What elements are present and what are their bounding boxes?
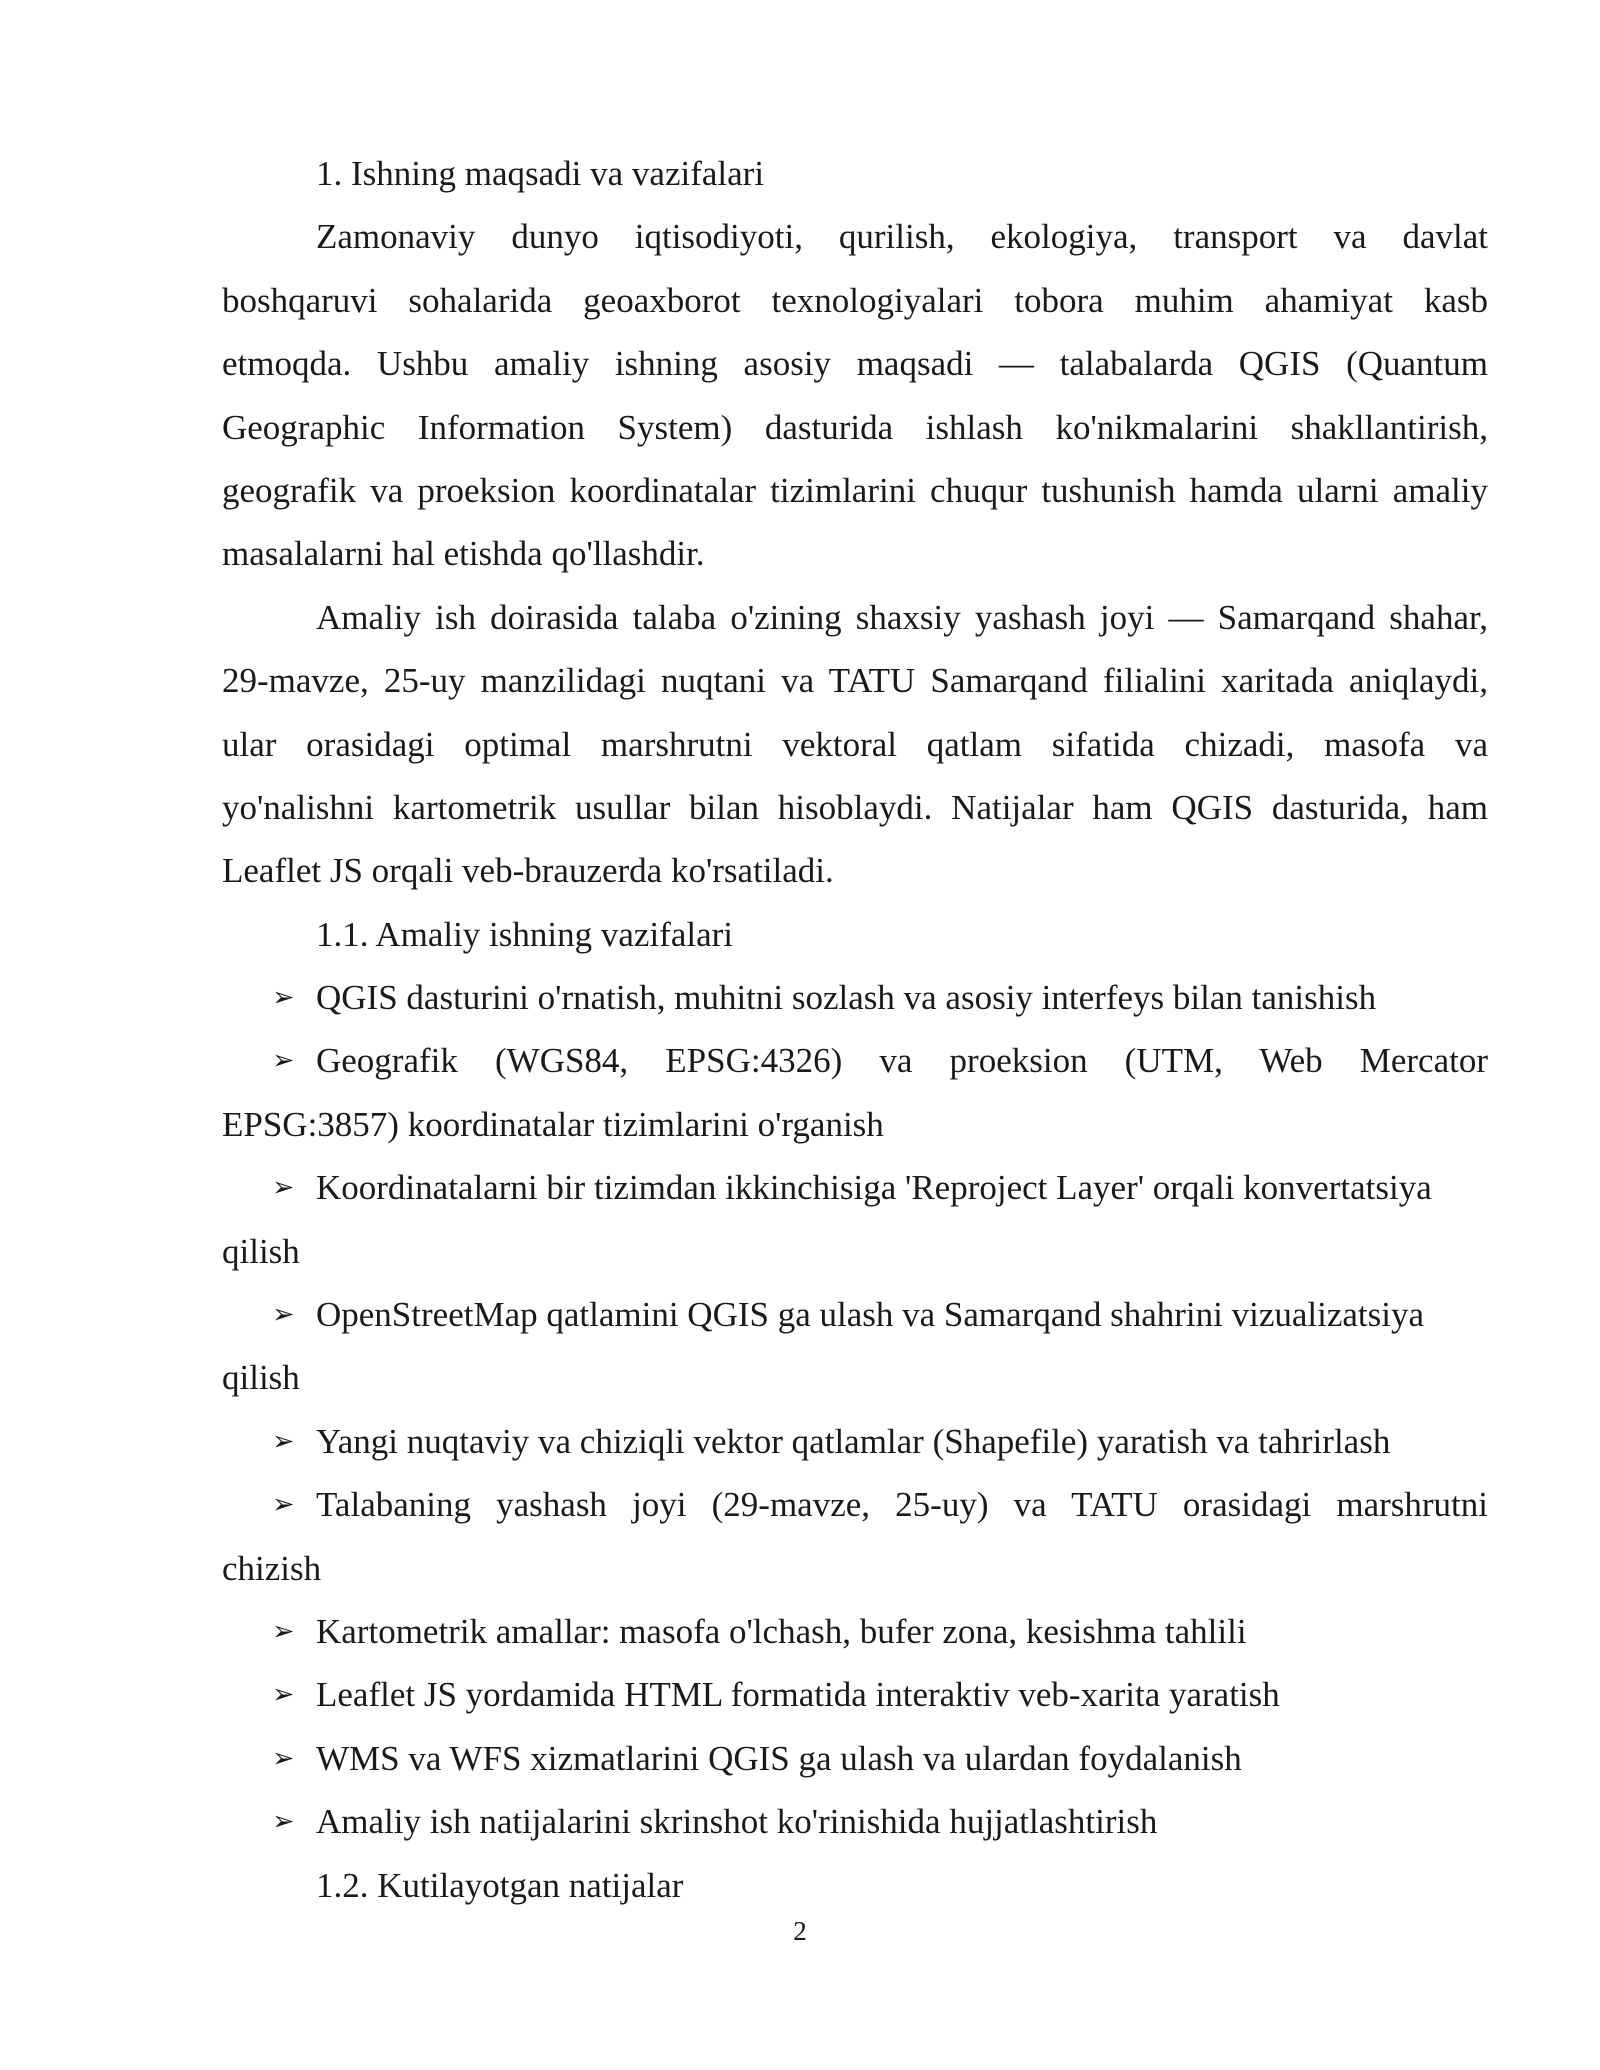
task-line-continuation: EPSG:3857) koordinatalar tizimlarini o'rganish: [222, 1104, 884, 1144]
task-item: [222, 1410, 1488, 1473]
task-item: [222, 966, 1488, 1029]
task-line-continuation: chizish: [222, 1548, 322, 1588]
arrow-bullet-icon: ➢: [272, 1489, 295, 1521]
arrow-bullet-icon: ➢: [272, 1679, 295, 1711]
task-text: Leaflet JS yordamida HTML formatida interaktiv veb-xarita yaratish: [316, 1675, 1280, 1715]
paragraph-line: Geographic Information System) dasturida ishlash ko'nikmalarini shakllantirish,: [222, 407, 1488, 447]
task-item: [222, 1790, 1488, 1853]
arrow-bullet-icon: ➢: [272, 1045, 295, 1077]
task-line: [222, 1410, 1488, 1473]
task-item: [222, 1727, 1488, 1790]
paragraph-line: Leaflet JS orqali veb-brauzerda ko'rsatiladi.: [222, 851, 834, 891]
task-line: [222, 1473, 1488, 1536]
arrow-bullet-icon: ➢: [272, 1742, 295, 1774]
arrow-bullet-icon: ➢: [272, 1615, 295, 1647]
paragraph-line: yo'nalishni kartometrik usullar bilan hisoblaydi. Natijalar ham QGIS dasturida, ham: [222, 787, 1488, 827]
arrow-bullet-icon: ➢: [272, 982, 295, 1014]
task-line: [222, 1283, 1488, 1346]
task-text: Koordinatalarni bir tizimdan ikkinchisiga 'Reproject Layer' orqali konvertatsiya: [316, 1168, 1432, 1208]
page-content: [222, 142, 1488, 1917]
arrow-bullet-icon: ➢: [272, 1299, 295, 1331]
page-number: 2: [793, 1916, 807, 1946]
task-line: [222, 1029, 1488, 1092]
paragraph-goal: [222, 205, 1488, 585]
arrow-bullet-icon: ➢: [272, 1172, 295, 1204]
task-line: [222, 966, 1488, 1029]
task-line: [222, 1663, 1488, 1726]
subsection-heading-tasks: 1.1. Amaliy ishning vazifalari: [316, 914, 733, 954]
arrow-bullet-icon: ➢: [272, 1806, 295, 1838]
task-text: WMS va WFS xizmatlarini QGIS ga ulash va ulardan foydalanish: [316, 1738, 1242, 1778]
paragraph-line: etmoqda. Ushbu amaliy ishning asosiy maqsadi — talabalarda QGIS (Quantum: [222, 344, 1488, 384]
task-text: QGIS dasturini o'rnatish, muhitni sozlash va asosiy interfeys bilan tanishish: [316, 978, 1377, 1018]
task-text: Amaliy ish natijalarini skrinshot ko'rinishida hujjatlashtirish: [316, 1802, 1158, 1842]
section-heading: 1. Ishning maqsadi va vazifalari: [316, 154, 765, 193]
task-text: Talabaning yashash joyi (29-mavze, 25-uy) va TATU orasidagi marshrutni: [316, 1485, 1488, 1525]
task-line-continuation: qilish: [222, 1358, 300, 1398]
paragraph-line: 29-mavze, 25-uy manzilidagi nuqtani va TATU Samarqand filialini xaritada aniqlaydi,: [222, 661, 1488, 701]
task-item: [222, 1473, 1488, 1600]
paragraph-line: ular orasidagi optimal marshrutni vektoral qatlam sifatida chizadi, masofa va: [222, 724, 1488, 764]
task-item: [222, 1600, 1488, 1663]
task-item: [222, 1283, 1488, 1410]
task-line: [222, 1727, 1488, 1790]
subsection-heading-results: 1.2. Kutilayotgan natijalar: [316, 1865, 684, 1905]
task-line: [222, 1156, 1488, 1219]
task-item: [222, 1663, 1488, 1726]
task-text: Yangi nuqtaviy va chiziqli vektor qatlamlar (Shapefile) yaratish va tahrirlash: [316, 1421, 1391, 1461]
task-line: [222, 1790, 1488, 1853]
task-line: [222, 1600, 1488, 1663]
paragraph-line: Amaliy ish doirasida talaba o'zining shaxsiy yashash joyi — Samarqand shahar,: [316, 597, 1488, 637]
task-item: [222, 1029, 1488, 1156]
task-item: [222, 1156, 1488, 1283]
task-text: OpenStreetMap qatlamini QGIS ga ulash va Samarqand shahrini vizualizatsiya: [316, 1295, 1425, 1335]
paragraph-line: geografik va proeksion koordinatalar tizimlarini chuqur tushunish hamda ularni amaliy: [222, 470, 1488, 510]
arrow-bullet-icon: ➢: [272, 1425, 295, 1457]
task-list: [222, 966, 1488, 1853]
paragraph-line: boshqaruvi sohalarida geoaxborot texnologiyalari tobora muhim ahamiyat kasb: [222, 280, 1488, 320]
paragraph-line: Zamonaviy dunyo iqtisodiyoti, qurilish, ekologiya, transport va davlat: [316, 217, 1488, 257]
paragraph-line: masalalarni hal etishda qo'llashdir.: [222, 534, 705, 574]
task-text: Kartometrik amallar: masofa o'lchash, bufer zona, kesishma tahlili: [316, 1611, 1247, 1651]
task-line-continuation: qilish: [222, 1231, 300, 1271]
paragraph-scope: [222, 586, 1488, 903]
task-text: Geografik (WGS84, EPSG:4326) va proeksion (UTM, Web Mercator: [316, 1041, 1488, 1081]
